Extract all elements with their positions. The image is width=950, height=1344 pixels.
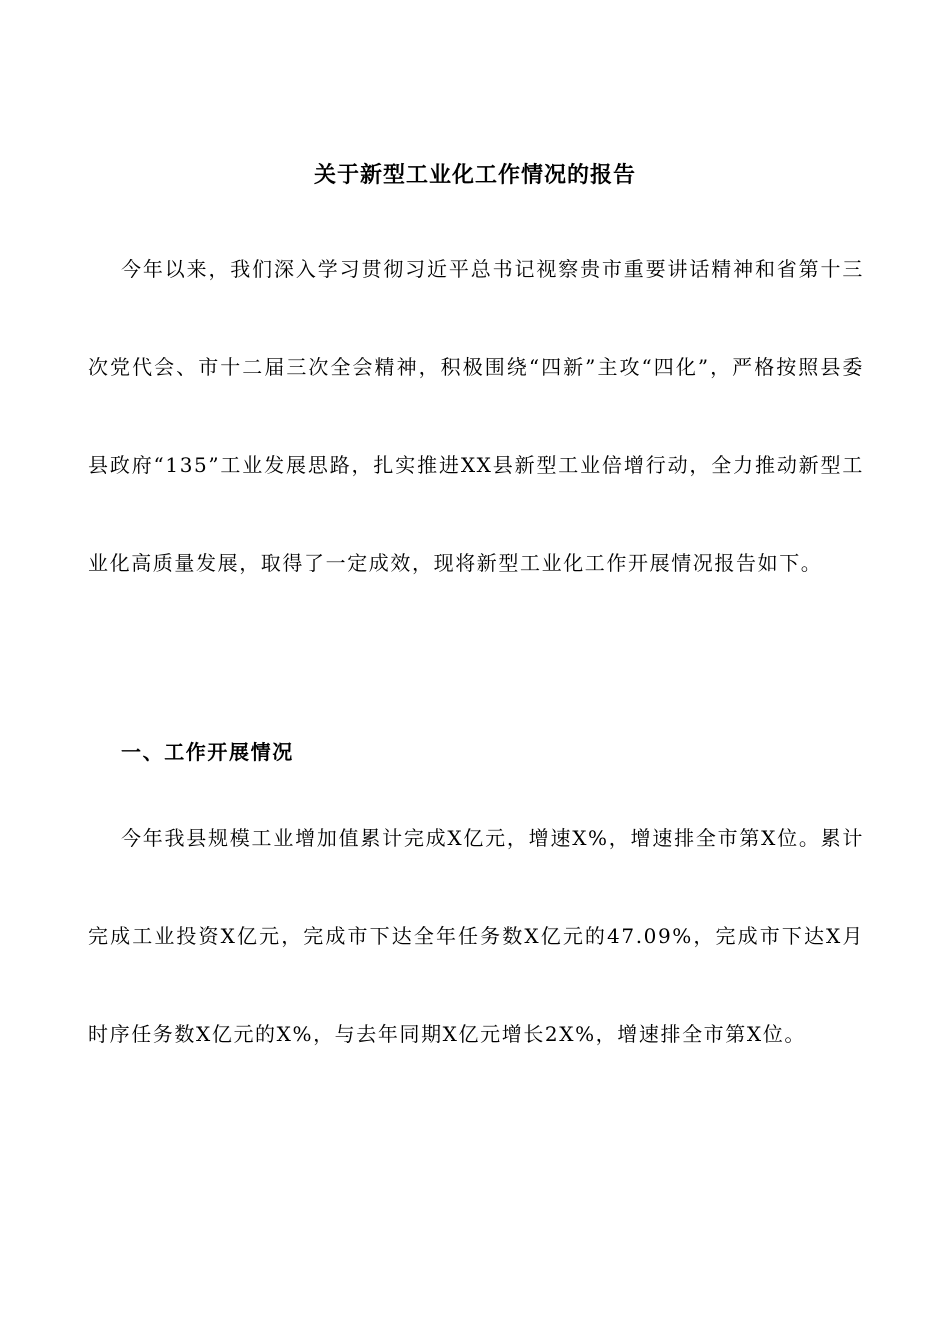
section-paragraph: 今年我县规模工业增加值累计完成X亿元，增速X%，增速排全市第X位。累计完成工业投资X亿元，完成市下达全年任务数X亿元的47.09%，完成市下达X月时序任务数X亿元的X%，与去年同期X亿元增长2X%，增速排全市第X位。 <box>88 826 864 1046</box>
intro-paragraph: 今年以来，我们深入学习贯彻习近平总书记视察贵市重要讲话精神和省第十三次党代会、市十二届三次全会精神，积极围绕“四新”主攻“四化”，严格按照县委县政府“135”工业发展思路，扎实推进XX县新型工业倍增行动，全力推动新型工业化高质量发展，取得了一定成效，现将新型工业化工作开展情况报告如下。 <box>88 257 864 575</box>
section-heading: 一、工作开展情况 <box>121 740 294 764</box>
document-title: 关于新型工业化工作情况的报告 <box>313 163 636 188</box>
